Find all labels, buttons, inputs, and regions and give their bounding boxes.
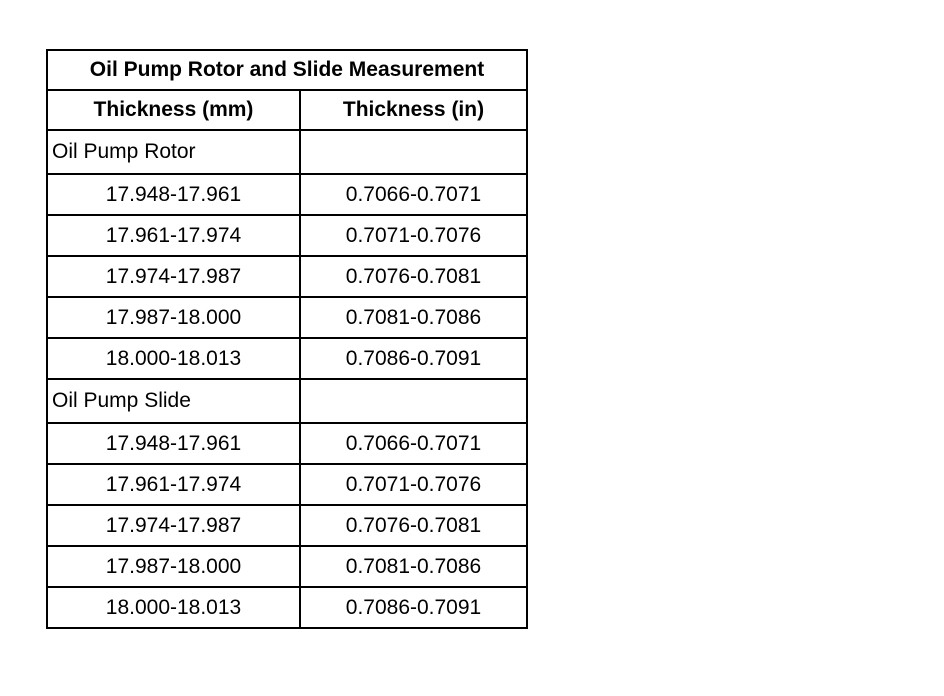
header-in: Thickness (in) bbox=[300, 90, 527, 130]
table-row bbox=[47, 546, 527, 587]
table-row bbox=[47, 338, 527, 379]
section-blank-cell bbox=[300, 130, 527, 174]
table-row bbox=[47, 215, 527, 256]
thickness-mm-cell: 17.961-17.974 bbox=[47, 215, 300, 256]
table-row bbox=[47, 174, 527, 215]
thickness-mm-cell: 17.974-17.987 bbox=[47, 505, 300, 546]
thickness-in-cell: 0.7066-0.7071 bbox=[300, 174, 527, 215]
thickness-mm-cell: 17.948-17.961 bbox=[47, 423, 300, 464]
thickness-mm-cell: 17.987-18.000 bbox=[47, 546, 300, 587]
section-blank-cell bbox=[300, 379, 527, 423]
thickness-in-cell: 0.7076-0.7081 bbox=[300, 256, 527, 297]
thickness-in-cell: 0.7086-0.7091 bbox=[300, 338, 527, 379]
title-row bbox=[47, 50, 527, 90]
section-row bbox=[47, 130, 527, 174]
thickness-mm-cell: 18.000-18.013 bbox=[47, 338, 300, 379]
thickness-mm-cell: 17.974-17.987 bbox=[47, 256, 300, 297]
table-title: Oil Pump Rotor and Slide Measurement bbox=[47, 50, 527, 90]
header-mm: Thickness (mm) bbox=[47, 90, 300, 130]
section-row bbox=[47, 379, 527, 423]
thickness-mm-cell: 17.961-17.974 bbox=[47, 464, 300, 505]
header-row bbox=[47, 90, 527, 130]
table-row bbox=[47, 505, 527, 546]
section-label: Oil Pump Rotor bbox=[47, 130, 300, 174]
table-row bbox=[47, 587, 527, 628]
thickness-in-cell: 0.7081-0.7086 bbox=[300, 546, 527, 587]
thickness-mm-cell: 17.948-17.961 bbox=[47, 174, 300, 215]
thickness-mm-cell: 18.000-18.013 bbox=[47, 587, 300, 628]
table-row bbox=[47, 423, 527, 464]
thickness-in-cell: 0.7086-0.7091 bbox=[300, 587, 527, 628]
table-row bbox=[47, 297, 527, 338]
thickness-mm-cell: 17.987-18.000 bbox=[47, 297, 300, 338]
table-row bbox=[47, 256, 527, 297]
section-label: Oil Pump Slide bbox=[47, 379, 300, 423]
thickness-in-cell: 0.7081-0.7086 bbox=[300, 297, 527, 338]
thickness-in-cell: 0.7066-0.7071 bbox=[300, 423, 527, 464]
measurement-table bbox=[46, 49, 528, 629]
thickness-in-cell: 0.7071-0.7076 bbox=[300, 464, 527, 505]
table-row bbox=[47, 464, 527, 505]
thickness-in-cell: 0.7076-0.7081 bbox=[300, 505, 527, 546]
thickness-in-cell: 0.7071-0.7076 bbox=[300, 215, 527, 256]
